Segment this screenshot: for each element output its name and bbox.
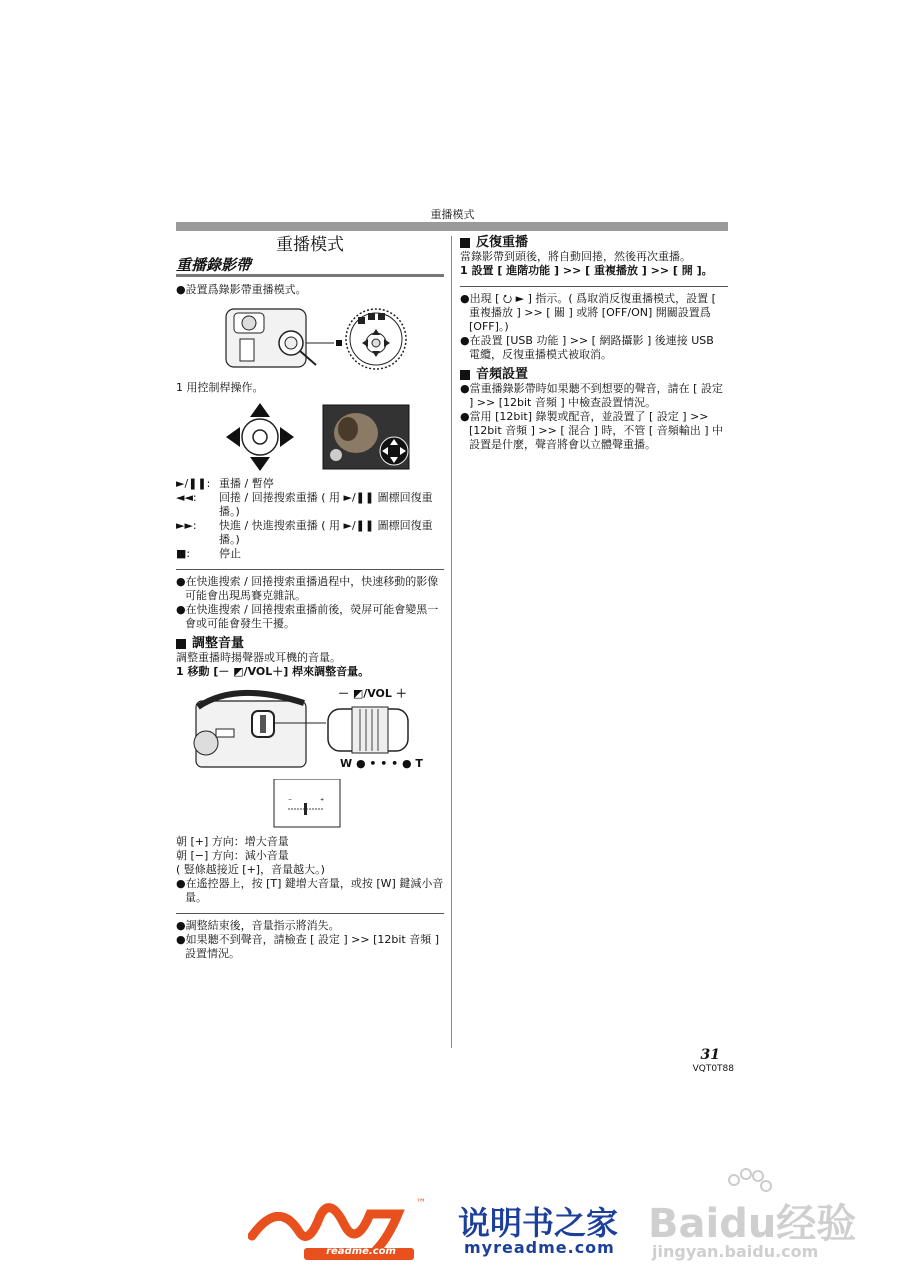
section-title-audio: [460, 368, 728, 382]
brand-url: myreadme.com: [464, 1238, 615, 1257]
control-desc: 快進 / 快進搜索重播 ( 用 ►/❚❚ 圖標回復重播。): [219, 519, 433, 546]
section-title-repeat: [460, 236, 728, 250]
footer-watermark: [0, 1170, 905, 1280]
volume-lever-illustration: [176, 687, 444, 773]
fast-forward-icon: ►►:: [176, 519, 197, 532]
vol-line-bar: ( 豎條越接近 [+]，音量越大。): [176, 863, 325, 876]
divider-rule: [460, 286, 728, 287]
note-repeat-indicator: ●出現 [ ⭮ ► ] 指示。( 爲取消反復重播模式，設置 [ 重複播放 ] >> [ 關 ] 或將 [OFF/ON] 開關設置爲 [OFF]。): [460, 292, 716, 333]
wt-lever-label: W ● • • • ● T: [340, 757, 423, 770]
rewind-icon: ◄◄:: [176, 491, 197, 504]
control-desc: 停止: [219, 547, 241, 560]
baidu-url: jingyan.baidu.com: [652, 1242, 819, 1261]
vol-lever-label: － ◩/VOL ＋: [338, 687, 407, 700]
vol-bullet-remote: ●在遙控器上，按 [T] 鍵增大音量，或按 [W] 鍵減小音量。: [176, 877, 444, 904]
readme-tag: readme.com: [326, 1246, 396, 1257]
control-list: [176, 477, 444, 561]
repeat-desc: 當錄影帶到頭後，將自動回捲，然後再次重播。: [460, 250, 691, 263]
stop-icon: ■:: [176, 547, 191, 560]
vol-line-plus: 朝 [+] 方向：增大音量: [176, 835, 289, 848]
note-indicator-disappear: ●調整結束後，音量指示將消失。: [176, 919, 340, 932]
play-pause-icon: ►/❚❚:: [176, 477, 211, 490]
divider-rule: [176, 569, 444, 570]
note-black-screen: ●在快進搜索 / 回捲搜索重播前後，熒屏可能會變黑一會或可能會發生干擾。: [176, 603, 439, 630]
control-desc: 回捲 / 回捲搜索重播 ( 用 ►/❚❚ 圖標回復重播。): [219, 491, 433, 518]
section-square-icon: [460, 238, 470, 248]
divider-rule: [176, 913, 444, 914]
volume-indicator-illustration: [176, 779, 444, 829]
note-mosaic: ●在快進搜索 / 回捲搜索重播過程中，快速移動的影像可能會出現馬賽克雜訊。: [176, 575, 439, 602]
vol-line-minus: 朝 [−] 方向：減小音量: [176, 849, 289, 862]
baidu-logo: Baidu经验: [648, 1201, 857, 1247]
brand-cn: 说明书之家: [458, 1204, 619, 1242]
page-title: 重播模式: [276, 235, 344, 255]
control-row-play: [176, 477, 444, 491]
control-desc: 重播 / 暫停: [219, 477, 274, 490]
page-code: VQT0T88: [692, 1064, 734, 1074]
right-column: [460, 236, 728, 452]
joystick-illustration: [176, 401, 444, 471]
section-title-volume: [176, 637, 444, 651]
bullet-set-mode: ●設置爲錄影帶重播模式。: [176, 283, 307, 296]
step-repeat-setting: 1 設置 [ 進階功能 ] >> [ 重複播放 ] >> [ 開 ]。: [460, 264, 713, 277]
step-use-joystick: 1 用控制桿操作。: [176, 381, 264, 394]
svg-text:™: ™: [416, 1198, 426, 1209]
step-move-lever: 1 移動 [－ ◩/VOL＋] 桿來調整音量。: [176, 665, 370, 678]
column-divider: [451, 236, 452, 1048]
volume-desc: 調整重播時揚聲器或耳機的音量。: [176, 651, 341, 664]
header-bar: [176, 222, 728, 231]
control-row-forward: [176, 519, 444, 547]
svg-text:−: −: [288, 797, 293, 803]
left-column: [176, 236, 444, 961]
running-header: 重播模式: [430, 208, 475, 221]
svg-text:+: +: [320, 797, 325, 803]
section-square-icon: [460, 370, 470, 380]
note-audio-stereo: ●當用 [12bit] 錄製或配音，並設置了 [ 設定 ] >> [12bit 音頻 ] >> [ 混合 ] 時，不管 [ 音頻輸出 ] 中設置是什麼，聲音將會以立體聲重播。: [460, 410, 723, 451]
section-title-tape-playback: 重播錄影帶: [176, 256, 252, 274]
note-no-sound: ●如果聽不到聲音，請檢查 [ 設定 ] >> [12bit 音頻 ] 設置情況。: [176, 933, 440, 960]
note-audio-check: ●當重播錄影帶時如果聽不到想要的聲音，請在 [ 設定 ] >> [12bit 音頻 ] 中檢查設置情況。: [460, 382, 723, 409]
title-rule: [176, 274, 444, 277]
page-number: 31: [700, 1047, 720, 1063]
control-row-rewind: [176, 491, 444, 519]
camera-mode-dial-illustration: [176, 303, 444, 375]
section-title-text: 音頻設置: [476, 367, 529, 382]
section-square-icon: [176, 639, 186, 649]
note-repeat-usb: ●在設置 [USB 功能 ] >> [ 網路攝影 ] 後連接 USB 電纜，反復重播模式被取消。: [460, 334, 714, 361]
section-title-text: 調整音量: [192, 636, 245, 651]
control-row-stop: [176, 547, 444, 561]
section-title-text: 反復重播: [476, 235, 529, 250]
